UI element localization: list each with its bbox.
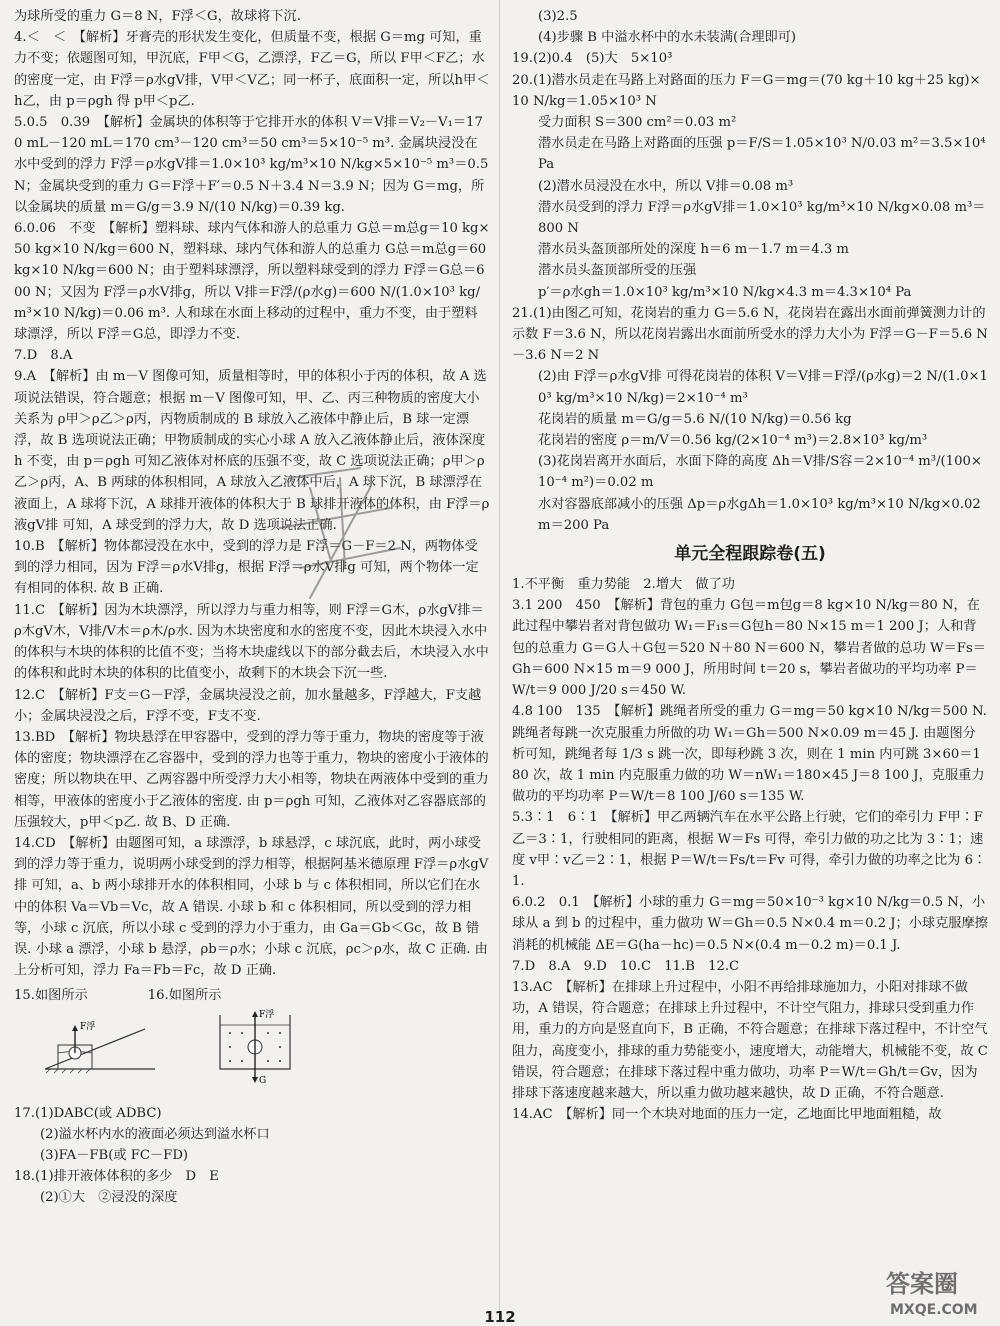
answer-text: 4.＜ ＜ 【解析】牙膏壳的形状发生变化，但质量不变，根据 G＝mg 可知，重力不变；依题图可知，甲沉底，F甲＜G，乙漂浮，F乙＝G，所以 F甲＜F乙；水的密度一定，由 F浮＝ρ水gV排，V甲＜V乙；同一杯子，底面积一定，所以h甲＜h乙，由 p＝ρgh 得 p甲＜p乙. [14, 30, 490, 109]
answer-text: 7.D 8.A [14, 348, 73, 364]
answer-text: (2)由 F浮＝ρ水gV排 可得花岗岩的体积 V＝V排＝F浮/(ρ水g)＝2 N/(1.0×10³ kg/m³×10 N/kg)＝2×10⁻⁴ m³ [538, 369, 988, 406]
section-title: 单元全程跟踪卷(五) [674, 544, 826, 565]
answer-text: 花岗岩的质量 m＝G/g＝5.6 N/(10 N/kg)＝0.56 kg [538, 411, 852, 427]
answer-text: 13.BD 【解析】物块悬浮在甲容器中，受到的浮力等于重力，物块的密度等于液体的密度；物块漂浮在乙容器中，受到的浮力也等于重力，物块的密度小于液体的密度；所以物块在甲、乙两容器中所受浮力大小相等，物块在两液体中受到的重力相等，甲液体的密度小于乙液体的密度. 由 p＝ρgh 可知，乙液体对乙容器底部的压强较大，p甲＜p乙. 故 B、D 正确. [14, 729, 489, 830]
answer-text: 11.C 【解析】因为木块漂浮，所以浮力与重力相等，则 F浮＝G木，ρ水gV排＝ρ木gV木，V排/V木＝ρ木/ρ水. 因为木块密度和水的密度不变，因此木块浸入水中的体积与木块的体积的比值不变；当将木块虚线以下的部分截去后，木块浸入水中的体积和此时木块的体积的比值变小，故剩下的木块会下沉一些. [14, 602, 489, 682]
answer-text: 潜水员受到的浮力 F浮＝ρ水gV排＝1.0×10³ kg/m³×10 N/kg×0.08 m³＝800 N [538, 199, 986, 237]
answer-text: 潜水员头盔顶部所处的深度 h＝6 m－1.7 m＝4.3 m [538, 242, 849, 258]
answer-text: 水对容器底部减小的压强 Δp＝ρ水gΔh＝1.0×10³ kg/m³×10 N/kg×0.02 m＝200 Pa [538, 496, 985, 533]
answer-text: (2)①大 ②浸没的深度 [40, 1190, 178, 1206]
left-column [14, 6, 493, 1209]
answer-text: 13.AC 【解析】在排球上升过程中，小阳不再给排球施加力，小阳对排球不做功，A 错误，符合题意；在排球上升过程中，不计空气阻力，排球只受到重力作用，重力的方向是竖直向下，B 正确，不符合题意；在排球下落过程中，不计空气阻力，高度变小，排球的重力势能变小，速度增大，动能增大，机械能不变，故 C 错误，符合题意；在排球下落过程中重力做功，功率 P＝W/t＝Gh/t＝Gv，因为排球下落速度越来越大，所以重力做功越来越快，故 D 正确，不符合题意. [512, 979, 993, 1101]
answer-text: (3)2.5 [538, 9, 578, 24]
column-divider [499, 0, 500, 1316]
answer-text: 7.D 8.A 9.D 10.C 11.B 12.C [512, 958, 740, 974]
answer-text: 17.(1)DABC(或 ADBC) [14, 1105, 162, 1121]
answer-text: 花岗岩的密度 ρ＝m/V＝0.56 kg/(2×10⁻⁴ m³)＝2.8×10³ kg/m³ [538, 433, 928, 449]
answer-text: 3.1 200 450 【解析】背包的重力 G包＝m包g＝8 kg×10 N/kg＝80 N，在此过程中攀岩者对背包做功 W₁＝F₁s＝G包h＝80 N×15 m＝1 200 J；人和背包的总重力 G＝G人＋G包＝520 N＋80 N＝600 N，攀岩者做的总功 W＝Fs＝Gh＝600 N×15 m＝9 000 J，所用时间 t＝20 s，攀岩者做功的平均功率 P＝W/t＝9 000 J/20 s＝450 W. [512, 598, 986, 699]
answer-text: (3)花岗岩离开水面后，水面下降的高度 Δh＝V排/S容＝2×10⁻⁴ m³/(100×10⁻⁴ m²)＝0.02 m [538, 454, 982, 491]
answer-text: (4)步骤 B 中溢水杯中的水未装满(合理即可) [538, 30, 797, 46]
container-diagram [200, 1007, 320, 1087]
gravity-label: G [259, 1075, 267, 1086]
page-number: 112 [484, 1308, 516, 1326]
answer-text: 潜水员走在马路上对路面的压强 p＝F/S＝1.05×10³ N/0.03 m²＝3.5×10⁴ Pa [538, 136, 990, 173]
answer-text: 潜水员头盔顶部所受的压强 [538, 263, 697, 279]
force-label: F浮 [259, 1009, 275, 1020]
watermark-text: 答案圈 [886, 1270, 958, 1298]
watermark-logo [880, 1262, 992, 1320]
answer-text: 12.C 【解析】F支＝G－F浮，金属块浸没之前，加水量越多，F浮越大，F支越小；金属块浸没之后，F浮不变，F支不变. [14, 687, 482, 724]
answer-text: 受力面积 S＝300 cm²＝0.03 m² [538, 115, 737, 131]
answer-text: 20.(1)潜水员走在马路上对路面的压力 F＝G＝mg＝(70 kg＋10 kg＋25 kg)×10 N/kg＝1.05×10³ N [512, 72, 981, 109]
answer-text: (3)FA－FB(或 FC－FD) [40, 1147, 189, 1163]
watermark-sub: MXQE.COM [890, 1302, 978, 1318]
answer-text: (2)溢水杯内水的液面必须达到溢水杯口 [40, 1126, 270, 1142]
answer-text: 1.不平衡 重力势能 2.增大 做了功 [512, 577, 735, 593]
answer-text: 14.AC 【解析】同一个木块对地面的压力一定，乙地面比甲地面粗糙，故 [512, 1107, 942, 1123]
figure-caption-15: 15.如图所示 [14, 988, 88, 1004]
answer-text: 10.B 【解析】物体都浸没在水中，受到的浮力是 F浮＝G－F＝2 N，两物体受到的浮力相同，因为 F浮＝ρ水V排g，根据 F浮＝ρ水V排g 可知，两个物体一定有相同的体积. 故 B 正确. [14, 539, 479, 597]
answer-text: p′＝ρ水gh＝1.0×10³ kg/m³×10 N/kg×4.3 m＝4.3×10⁴ Pa [538, 284, 912, 300]
answer-text: 19.(2)0.4 (5)大 5×10³ [512, 51, 673, 67]
figure-row [14, 1007, 490, 1103]
figure-caption-16: 16.如图所示 [147, 988, 222, 1004]
answer-text: 4.8 100 135 【解析】跳绳者所受的重力 G＝mg＝50 kg×10 N/kg＝500 N. 跳绳者每跳一次克服重力所做的功 W₁＝Gh＝500 N×0.09 m＝45 J. 由题图分析可知，跳绳者每 1/3 s 跳一次，即每秒跳 3 次，则在 1 min 内可跳 3×60＝180 次，故 1 min 内克服重力做的功 W＝nW₁＝180×45 J＝8 100 J，克服重力做功的平均功率 P＝W/t＝8 100 J/60 s＝135 W. [512, 704, 992, 805]
answer-text: 6.0.06 不变 【解析】塑料球、球内气体和游人的总重力 G总＝m总g＝10 kg×50 kg×10 N/kg＝600 N，塑料球、球内气体和游人的总重力 G总＝m总g＝60 kg×10 N/kg＝600 N；由于塑料球漂浮，所以塑料球受到的浮力 F浮＝G总＝600 N；又因为 F浮＝ρ水V排g，所以 V排＝F浮/(ρ水g)＝600 N/(1.0×10³ kg/m³×10 N/kg)＝0.06 m³. 人和球在水面上移动的过程中，重力不变，由于塑料球漂浮，所以 F浮＝G总，即浮力不变. [14, 221, 491, 343]
force-label: F浮 [80, 1021, 96, 1032]
answer-text: 21.(1)由图乙可知，花岗岩的重力 G＝5.6 N，花岗岩在露出水面前弹簧测力计的示数 F＝3.6 N，所以花岗岩露出水面前所受水的浮力大小为 F浮＝G－F＝5.6 N－3.6 N＝2 N [512, 305, 988, 364]
answer-text: 9.A 【解析】由 m－V 图像可知，质量相等时，甲的体积小于丙的体积，故 A 选项说法错误，符合题意；根据 m－V 图像可知，甲、乙、丙三种物质的密度大小关系为 ρ甲＞ρ乙＞ρ丙，丙物质制成的 B 球放入乙液体中静止后，B 球一定漂浮，故 B 选项说法正确；甲物质制成的实心小球 A 放入乙液体静止后，液体深度 h 不变，由 p＝ρgh 可知乙液体对杯底的压强不变，故 C 选项说法正确；ρ甲＞ρ乙＞ρ丙，A、B 两球的体积相同，A 球放入乙液体中后，A 球下沉，B 球漂浮在液面上，A 球将下沉，A 球排开液体的体积大于 B 球排开液体的体积，由 F浮＝ρ液gV排 可知，A 球受到的浮力大，故 D 选项说法正确. [14, 369, 490, 533]
answer-text: 5.0.5 0.39 【解析】金属块的体积等于它排开水的体积 V＝V排＝V₂－V₁＝170 mL－120 mL＝170 cm³－120 cm³＝50 cm³＝5×10⁻⁵ m³. 金属块浸没在水中受到的浮力 F浮＝ρ水gV排＝1.0×10³ kg/m³×10 N/kg×5×10⁻⁵ m³＝0.5 N；金属块受到的重力 G＝F浮＋F′＝0.5 N＋3.4 N＝3.9 N；因为 G＝mg，所以金属块的质量 m＝G/g＝3.9 N/(10 N/kg)＝0.39 kg. [14, 115, 493, 215]
right-column [512, 6, 993, 1125]
answer-text: (2)潜水员浸没在水中，所以 V排＝0.08 m³ [538, 178, 794, 194]
answer-text: 18.(1)排开液体体积的多少 D E [14, 1169, 219, 1185]
answer-text: 14.CD 【解析】由题图可知，a 球漂浮，b 球悬浮，c 球沉底，此时，两小球受到的浮力等于重力，说明两小球受到的浮力相等，根据阿基米德原理 F浮＝ρ水gV排 可知，a、b 两小球排开水的体积相同，小球 b 与 c 体积相同，所以它们在水中的体积 Va＝Vb＝Vc，故 A 错误. 小球 b 和 c 体积相同，所以受到的浮力相等，小球 c 沉底，所以小球 c 受到的浮力小于重力，由 Ga＝Gb＜Gc，故 B 错误. 小球 a 漂浮，小球 b 悬浮，ρb＝ρ水；小球 c 沉底，ρc＞ρ水，故 C 正确. 由上分析可知，浮力 Fa＝Fb＝Fc，故 D 正确. [14, 835, 489, 979]
answer-text: 5.3∶1 6∶1 【解析】甲乙两辆汽车在水平公路上行驶，它们的牵引力 F甲∶F乙＝3∶1，行驶相同的距离，根据 W＝Fs 可得，牵引力做的功之比为 3∶1；速度 v甲∶v乙＝2∶1，根据 P＝W/t＝Fs/t＝Fv 可得，牵引力做的功率之比为 6∶1. [512, 810, 987, 889]
answer-text: 6.0.2 0.1 【解析】小球的重力 G＝mg＝50×10⁻³ kg×10 N/kg＝0.5 N，小球从 a 到 b 的过程中，重力做功 W＝Gh＝0.5 N×0.4 m＝0.2 J；小球克服摩擦消耗的机械能 ΔE＝G(ha－hc)＝0.5 N×(0.4 m－0.2 m)＝0.1 J. [512, 895, 988, 953]
answer-text: 为球所受的重力 G＝8 N，F浮＜G，故球将下沉. [14, 9, 301, 24]
incline-diagram [40, 1007, 160, 1087]
figure-captions [14, 985, 490, 1006]
